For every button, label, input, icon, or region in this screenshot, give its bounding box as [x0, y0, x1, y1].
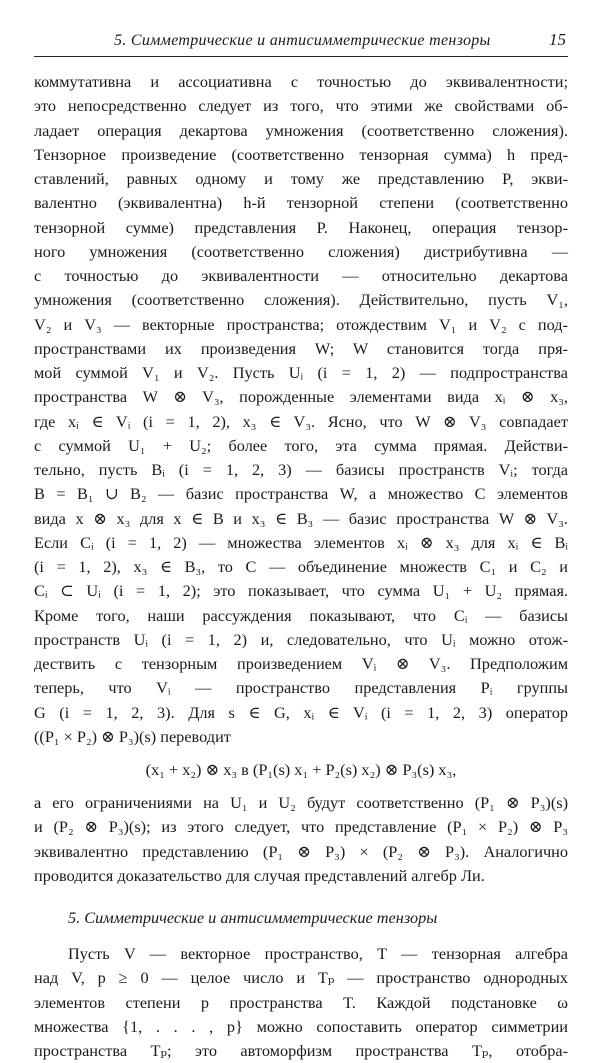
- text-line: Пусть V — векторное пространство, T — тензорная алгебра: [68, 944, 568, 963]
- text-line: ((P₁ × P₂) ⊗ P₃)(s) переводит: [34, 726, 231, 746]
- text-line: ладает операция декартова умножения (соответственно сложения).: [34, 120, 568, 140]
- page-number: 15: [549, 30, 566, 49]
- section-heading: 5. Симметрические и антисимметрические тензоры: [68, 908, 438, 927]
- paragraph-1: [34, 70, 568, 749]
- text-line: тензорной сумме) представления P. Наконец, операция тензор-: [34, 217, 568, 237]
- text-line: с точностью до эквивалентности — относительно декартова: [34, 266, 568, 285]
- text-line: мой суммой V₁ и V₂. Пусть Uᵢ (i = 1, 2) — подпространства: [34, 363, 568, 382]
- text-line: над V, p ≥ 0 — целое число и Tₚ — пространство однородных: [34, 968, 568, 988]
- text-line: где xᵢ ∈ Vᵢ (i = 1, 2), x₃ ∈ V₃. Ясно, что W ⊗ V₃ совпадает: [34, 411, 568, 431]
- text-line: G (i = 1, 2, 3). Для s ∈ G, xᵢ ∈ Vᵢ (i = 1, 2, 3) оператор: [34, 702, 568, 722]
- text-line: ставлений, равных одному и тому же представлению P, экви-: [34, 169, 568, 188]
- text-line: V₂ и V₃ — векторные пространства; отождествим V₁ и V₂ с под-: [34, 314, 568, 334]
- text-line: это непосредственно следует из того, что этими же свойствами об-: [34, 96, 568, 116]
- paragraph-1-continuation: [34, 791, 568, 888]
- text-line: эквивалентно представлению (P₁ ⊗ P₃) × (P₂ ⊗ P₃). Аналогично: [34, 841, 568, 861]
- text-line: проводится доказательство для случая представлений алгебр Ли.: [34, 865, 485, 885]
- text-line: Если Cᵢ (i = 1, 2) — множества элементов xᵢ ⊗ x₃ для xᵢ ∈ Bᵢ: [34, 532, 568, 552]
- text-line: а его ограничениями на U₁ и U₂ будут соответственно (P₁ ⊗ P₃)(s): [34, 793, 568, 812]
- text-line: элементов степени p пространства T. Каждой подстановке ω: [34, 992, 568, 1012]
- text-line: коммутативна и ассоциативна с точностью до эквивалентности;: [34, 72, 568, 91]
- running-head: [34, 30, 568, 57]
- text-line: валентно (эквивалентна) h-й тензорной степени (соответственно: [34, 193, 568, 213]
- text-line: Кроме того, наши рассуждения показывают, что Cᵢ — базисы: [34, 605, 568, 625]
- text-line: ного умножения (соответственно сложения) дистрибутивна —: [34, 241, 568, 261]
- text-line: пространства W ⊗ V₃, порожденные элементами вида xᵢ ⊗ x₃,: [34, 387, 568, 407]
- running-title: 5. Симметрические и антисимметрические тензоры: [114, 32, 491, 49]
- text-line: пространства Tₚ; это автоморфизм пространства Tₚ, отобра-: [34, 1041, 568, 1060]
- text-line: и (P₂ ⊗ P₃)(s); из этого следует, что представление (P₁ × P₂) ⊗ P₃: [34, 817, 568, 837]
- text-line: дествить с тензорным произведением Vᵢ ⊗ V₃. Предположим: [34, 654, 568, 673]
- text-line: тельно, пусть Bᵢ (i = 1, 2, 3) — базисы пространств Vᵢ; тогда: [34, 460, 568, 479]
- text-line: Тензорное произведение (соответственно тензорная сумма) h пред-: [34, 144, 568, 164]
- text-line: множества {1, . . . , p} можно сопоставить оператор симметрии: [34, 1016, 568, 1036]
- body-text: [34, 70, 568, 1063]
- text-line: умножения (соответственно сложения). Действительно, пусть V₁,: [34, 290, 568, 310]
- text-line: пространств Uᵢ (i = 1, 2) и, следовательно, что Uᵢ можно отож-: [34, 629, 568, 649]
- text-line: с суммой U₁ + U₂; более того, эта сумма прямая. Действи-: [34, 435, 568, 455]
- text-line: (i = 1, 2), x₃ ∈ B₃, то C — объединение множеств C₁ и C₂ и: [34, 557, 568, 576]
- display-formula: (x₁ + x₂) ⊗ x₃ в (P₁(s) x₁ + P₂(s) x₂) ⊗ P₃(s) x₃,: [145, 760, 457, 779]
- text-line: теперь, что Vᵢ — пространство представления Pᵢ группы: [34, 678, 568, 698]
- text-line: Cᵢ ⊂ Uᵢ (i = 1, 2); это показывает, что сумма U₁ + U₂ прямая.: [34, 581, 568, 601]
- section-paragraph: [34, 942, 568, 1063]
- text-line: пространствами их произведения W; W становится тогда пря-: [34, 338, 568, 358]
- text-line: B = B₁ ∪ B₂ — базис пространства W, а множество C элементов: [34, 484, 568, 504]
- text-line: вида x ⊗ x₃ для x ∈ B и x₃ ∈ B₃ — базис пространства W ⊗ V₃.: [34, 508, 568, 528]
